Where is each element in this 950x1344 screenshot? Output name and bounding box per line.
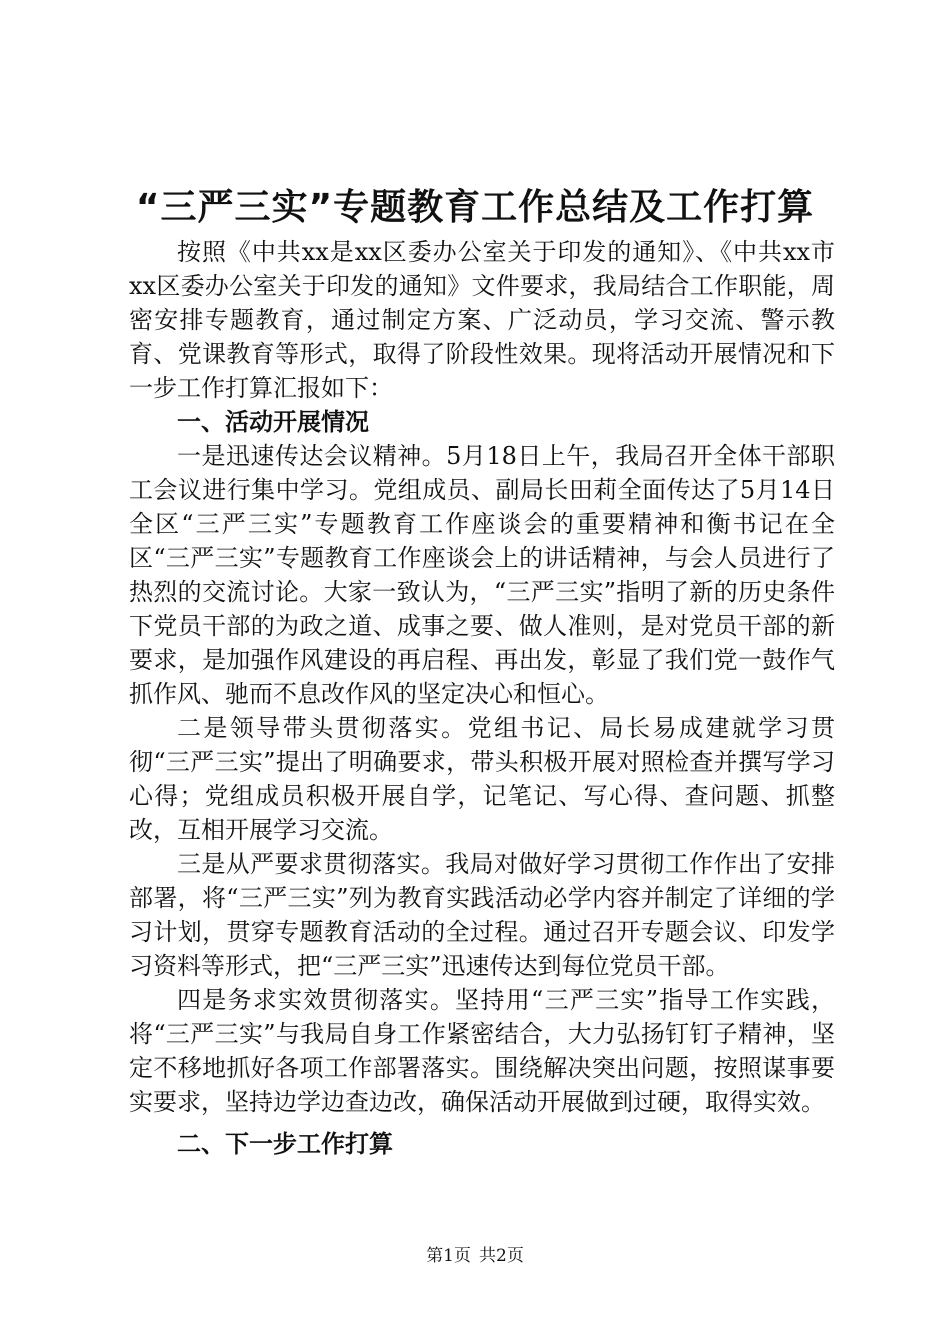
paragraph-item-1: 一是迅速传达会议精神。5月18日上午，我局召开全体干部职工会议进行集中学习。党组成员、副局长田莉全面传达了5月14日全区“三严三实”专题教育工作座谈会的重要精神和衡书记在全区“三严三实”专题教育工作座谈会上的讲话精神，与会人员进行了热烈的交流讨论。大家一致认为，“三严三实”指明了新的历史条件下党员干部的为政之道、成事之要、做人准则，是对党员干部的新要求，是加强作风建设的再启程、再出发，彰显了我们党一鼓作气抓作风、驰而不息改作风的坚定决心和恒心。 [129,442,835,708]
page-number: 第1页 [426,1246,471,1266]
paragraph-item-3: 三是从严要求贯彻落实。我局对做好学习贯彻工作作出了安排部署，将“三严三实”列为教育实践活动必学内容并制定了详细的学习计划，贯穿专题教育活动的全过程。通过召开专题会议、印发学习资料等形式，把“三严三实”迅速传达到每位党员干部。 [129,850,835,980]
document-title: “三严三实”专题教育工作总结及工作打算 [135,187,815,228]
page-footer [0,1244,950,1268]
section-heading-next-steps: 二、下一步工作打算 [177,1130,393,1158]
section-heading-activities: 一、活动开展情况 [177,408,369,436]
intro-paragraph: 按照《中共xx是xx区委办公室关于印发的通知》、《中共xx市xx区委办公室关于印发的通知》文件要求，我局结合工作职能，周密安排专题教育，通过制定方案、广泛动员，学习交流、警示教育、党课教育等形式，取得了阶段性效果。现将活动开展情况和下一步工作打算汇报如下： [129,238,835,402]
paragraph-item-4: 四是务求实效贯彻落实。坚持用“三严三实”指导工作实践，将“三严三实”与我局自身工作紧密结合，大力弘扬钉钉子精神，坚定不移地抓好各项工作部署落实。围绕解决突出问题，按照谋事要实要求，坚持边学边查边改，确保活动开展做到过硬，取得实效。 [129,986,835,1116]
page-total: 共2页 [479,1246,524,1266]
paragraph-item-2: 二是领导带头贯彻落实。党组书记、局长易成建就学习贯彻“三严三实”提出了明确要求，带头积极开展对照检查并撰写学习心得；党组成员积极开展自学，记笔记、写心得、查问题、抓整改，互相开展学习交流。 [129,714,835,844]
document-body [129,235,835,1161]
